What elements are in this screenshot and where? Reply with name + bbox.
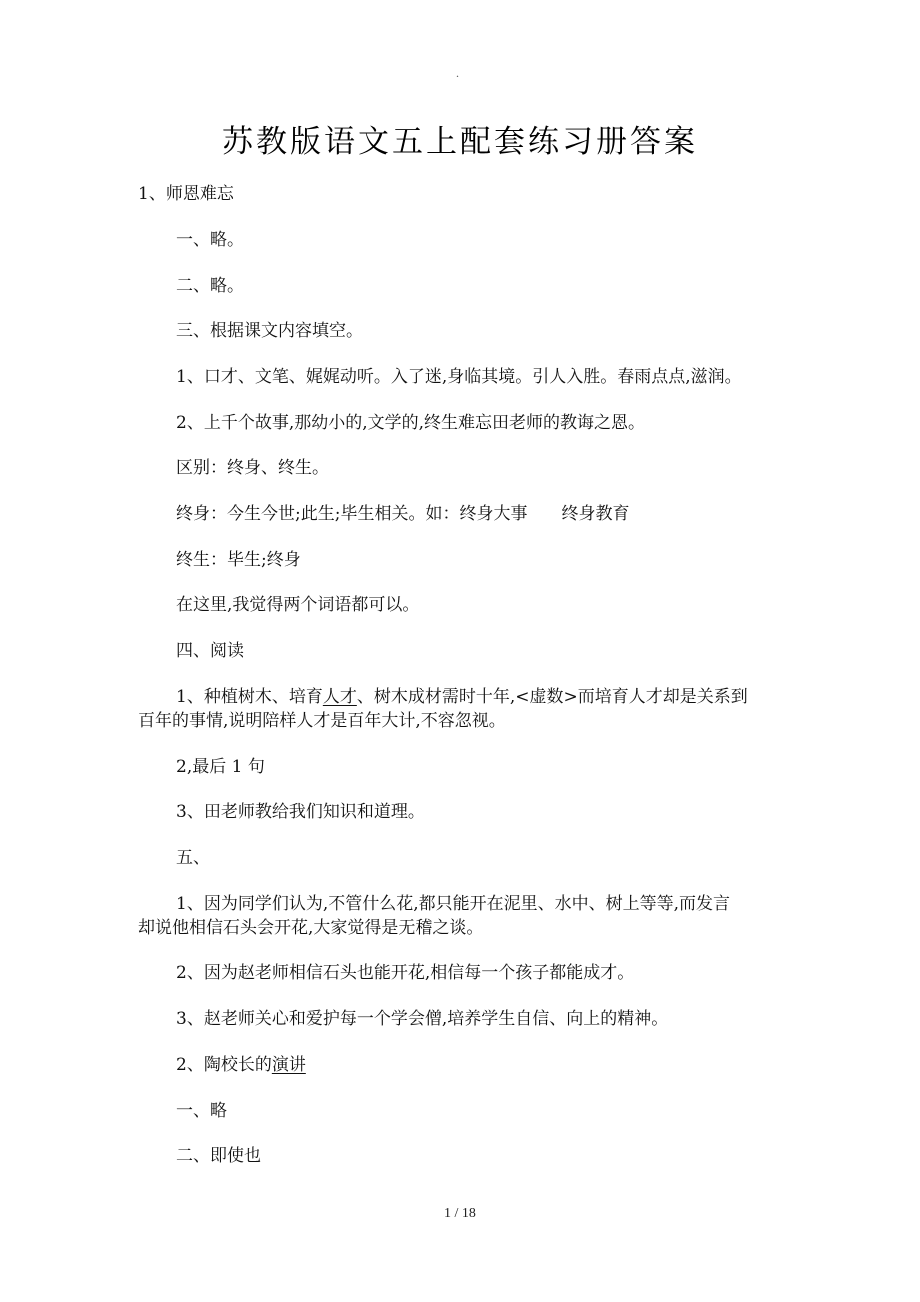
lesson-2-q2: 二、即使也 [176, 1146, 261, 1166]
lesson-1-q1: 一、略。 [176, 230, 244, 250]
lesson-1-q4-answer-2: 2,最后 1 句 [176, 757, 265, 777]
lesson-1-q3-answer-1: 1、口才、文笔、娓娓动听。入了迷,身临其境。引人入胜。春雨点点,滋润。 [176, 367, 742, 387]
both-words-note: 在这里,我觉得两个词语都可以。 [176, 595, 420, 615]
header-dot: . [456, 66, 459, 80]
lesson-2-q1: 一、略 [176, 1101, 227, 1121]
lesson-1-q4-answer-1-continued: 百年的事情,说明陪样人才是百年大计,不容忽视。 [138, 711, 506, 731]
lesson-2-heading-text: 2、陶校长的 [176, 1055, 272, 1075]
lesson-1-q2: 二、略。 [176, 276, 244, 296]
underlined-yanjiang: 演讲 [271, 1055, 306, 1075]
lesson-1-q4: 四、阅读 [176, 641, 244, 661]
lesson-1-q3-answer-2: 2、上千个故事,那幼小的,文学的,终生难忘田老师的教诲之恩。 [176, 413, 646, 433]
underlined-rencai: 人才 [322, 687, 357, 707]
zhongshen-example: 终身教育 [561, 504, 630, 524]
lesson-1-q5-answer-1-continued: 却说他相信石头会开花,大家觉得是无稽之谈。 [138, 918, 484, 938]
zhongsheng-definition: 终生：毕生;终身 [176, 550, 301, 570]
lesson-1-q4-answer-1 [176, 686, 748, 708]
zhongshen-definition [176, 503, 629, 525]
zhongshen-definition-text: 终身：今生今世;此生;毕生相关。如：终身大事 [176, 504, 528, 524]
lesson-1-q5-answer-3: 3、赵老师关心和爱护每一个学会僧,培养学生自信、向上的精神。 [176, 1009, 669, 1029]
lesson-1-q4-answer-3: 3、田老师教给我们知识和道理。 [176, 802, 425, 822]
lesson-1-q5: 五、 [176, 848, 210, 868]
q4-answer-1-end: 、树木成材需时十年,<虚数>而培育人才却是关系到 [356, 687, 748, 707]
word-difference-label: 区别：终身、终生。 [176, 458, 329, 478]
lesson-1-q3: 三、根据课文内容填空。 [176, 321, 363, 341]
lesson-2-heading [176, 1054, 306, 1076]
page-number: 1 / 18 [444, 1206, 476, 1221]
lesson-1-heading: 1、师恩难忘 [138, 184, 234, 204]
q4-answer-1-start: 1、种植树木、培育 [176, 687, 323, 707]
lesson-1-q5-answer-1: 1、因为同学们认为,不管什么花,都只能开在泥里、水中、树上等等,而发言 [176, 894, 731, 914]
document-title: 苏教版语文五上配套练习册答案 [222, 124, 698, 160]
lesson-1-q5-answer-2: 2、因为赵老师相信石头也能开花,相信每一个孩子都能成才。 [176, 963, 635, 983]
